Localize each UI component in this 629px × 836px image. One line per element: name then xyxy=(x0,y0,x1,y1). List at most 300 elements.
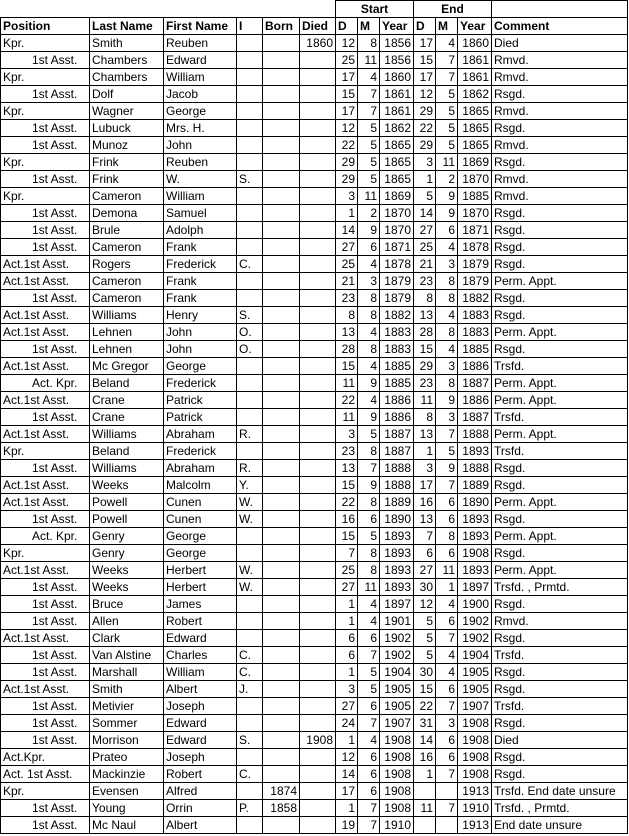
end-day-cell: 1 xyxy=(414,171,436,188)
end-day-cell: 30 xyxy=(414,664,436,681)
end-day-cell: 13 xyxy=(414,307,436,324)
end-month-cell: 9 xyxy=(436,460,458,477)
start-year-cell: 1856 xyxy=(380,52,414,69)
position-cell: Act.1st Asst. xyxy=(1,358,90,375)
initial-cell xyxy=(237,596,263,613)
column-header-row xyxy=(1,18,628,35)
end-year-cell: 1893 xyxy=(458,443,492,460)
start-day-cell: 14 xyxy=(336,766,358,783)
born-cell xyxy=(263,86,300,103)
end-day-cell: 13 xyxy=(414,511,436,528)
end-year-cell: 1888 xyxy=(458,426,492,443)
end-month-cell: 5 xyxy=(436,120,458,137)
initial-cell xyxy=(237,613,263,630)
start-group-header: Start xyxy=(336,1,414,18)
end-year-cell: 1869 xyxy=(458,154,492,171)
first-name-cell: George xyxy=(164,528,237,545)
start-year-cell: 1902 xyxy=(380,630,414,647)
initial-cell xyxy=(237,749,263,766)
last-name-cell: Chambers xyxy=(90,52,164,69)
start-month-cell: 7 xyxy=(358,715,380,732)
position-cell: 1st Asst. xyxy=(1,732,90,749)
end-month-cell: 11 xyxy=(436,562,458,579)
end-day-cell: 15 xyxy=(414,681,436,698)
comment-cell: Trsfd. xyxy=(492,358,628,375)
table-row xyxy=(1,477,628,494)
start-year-cell: 1908 xyxy=(380,749,414,766)
end-day-cell: 11 xyxy=(414,392,436,409)
first-name-cell: William xyxy=(164,69,237,86)
start-year-cell: 1888 xyxy=(380,460,414,477)
position-cell: Kpr. xyxy=(1,69,90,86)
end-month-cell: 7 xyxy=(436,52,458,69)
initial-cell: J. xyxy=(237,681,263,698)
end-month-cell: 6 xyxy=(436,681,458,698)
end-month-cell: 6 xyxy=(436,494,458,511)
first-name-cell: W. xyxy=(164,171,237,188)
start-month-cell: 5 xyxy=(358,681,380,698)
initial-cell xyxy=(237,52,263,69)
start-month-cell: 6 xyxy=(358,511,380,528)
start-month-cell: 4 xyxy=(358,358,380,375)
end-year-cell: 1902 xyxy=(458,630,492,647)
comment-cell: Perm. Appt. xyxy=(492,494,628,511)
comment-cell: Rsgd. xyxy=(492,749,628,766)
born-cell xyxy=(263,290,300,307)
born-cell xyxy=(263,477,300,494)
end-year-cell: 1886 xyxy=(458,358,492,375)
end-year-cell: 1897 xyxy=(458,579,492,596)
start-day-cell: 29 xyxy=(336,171,358,188)
comment-cell: Trsfd. xyxy=(492,409,628,426)
initial-cell xyxy=(237,35,263,52)
first-name-cell: Abraham xyxy=(164,426,237,443)
initial-cell xyxy=(237,290,263,307)
last-name-cell: Smith xyxy=(90,35,164,52)
table-row xyxy=(1,69,628,86)
end-day-cell: 23 xyxy=(414,273,436,290)
table-row xyxy=(1,494,628,511)
last-name-cell: Powell xyxy=(90,494,164,511)
comment-cell: Rsgd. xyxy=(492,341,628,358)
start-month-cell: 5 xyxy=(358,426,380,443)
start-month-cell: 9 xyxy=(358,375,380,392)
comment-cell: Rsgd. xyxy=(492,766,628,783)
position-cell: Act.1st Asst. xyxy=(1,426,90,443)
start-day-cell: 22 xyxy=(336,137,358,154)
comment-cell: Trsfd. xyxy=(492,647,628,664)
start-month-cell: 4 xyxy=(358,256,380,273)
last-name-cell: Allen xyxy=(90,613,164,630)
initial-cell: S. xyxy=(237,171,263,188)
last-name-cell: Cameron xyxy=(90,273,164,290)
born-cell xyxy=(263,239,300,256)
table-row xyxy=(1,205,628,222)
last-name-cell: Brule xyxy=(90,222,164,239)
start-day-cell: 15 xyxy=(336,477,358,494)
start-year-column-header: Year xyxy=(380,18,414,35)
start-month-cell: 7 xyxy=(358,647,380,664)
start-month-cell: 6 xyxy=(358,766,380,783)
end-month-cell: 4 xyxy=(436,307,458,324)
last-name-cell: Genry xyxy=(90,545,164,562)
start-day-cell: 1 xyxy=(336,596,358,613)
start-year-cell: 1860 xyxy=(380,69,414,86)
end-year-cell: 1885 xyxy=(458,188,492,205)
start-year-cell: 1893 xyxy=(380,528,414,545)
table-body xyxy=(1,35,628,834)
born-cell xyxy=(263,35,300,52)
start-day-cell: 25 xyxy=(336,562,358,579)
end-day-cell: 17 xyxy=(414,477,436,494)
start-month-cell: 5 xyxy=(358,528,380,545)
last-name-cell: Beland xyxy=(90,375,164,392)
born-cell xyxy=(263,188,300,205)
end-month-cell: 8 xyxy=(436,324,458,341)
start-day-cell: 17 xyxy=(336,783,358,800)
table-row xyxy=(1,545,628,562)
position-cell: 1st Asst. xyxy=(1,817,90,834)
comment-cell: Rsgd. xyxy=(492,205,628,222)
died-cell xyxy=(300,817,336,834)
position-cell: 1st Asst. xyxy=(1,86,90,103)
born-cell: 1858 xyxy=(263,800,300,817)
initial-cell xyxy=(237,86,263,103)
start-day-cell: 3 xyxy=(336,188,358,205)
start-year-cell: 1882 xyxy=(380,307,414,324)
end-month-cell: 7 xyxy=(436,477,458,494)
table-row xyxy=(1,528,628,545)
start-month-cell: 7 xyxy=(358,86,380,103)
position-cell: Kpr. xyxy=(1,443,90,460)
end-month-cell: 7 xyxy=(436,630,458,647)
comment-cell: Perm. Appt. xyxy=(492,392,628,409)
comment-cell: Rmvd. xyxy=(492,52,628,69)
first-name-cell: Herbert xyxy=(164,579,237,596)
last-name-cell: Wagner xyxy=(90,103,164,120)
start-day-cell: 16 xyxy=(336,511,358,528)
comment-cell: Rsgd. xyxy=(492,222,628,239)
born-column-header: Born xyxy=(263,18,300,35)
comment-cell: Perm. Appt. xyxy=(492,375,628,392)
end-year-cell: 1908 xyxy=(458,766,492,783)
initial-cell: O. xyxy=(237,341,263,358)
position-cell: Act.1st Asst. xyxy=(1,681,90,698)
first-name-cell: Edward xyxy=(164,715,237,732)
start-day-cell: 6 xyxy=(336,647,358,664)
start-day-cell: 11 xyxy=(336,375,358,392)
died-cell xyxy=(300,103,336,120)
position-cell: Kpr. xyxy=(1,35,90,52)
start-year-cell: 1893 xyxy=(380,545,414,562)
start-day-cell: 23 xyxy=(336,290,358,307)
comment-cell: Rsgd. xyxy=(492,290,628,307)
born-cell xyxy=(263,324,300,341)
initial-cell xyxy=(237,239,263,256)
end-month-cell: 8 xyxy=(436,375,458,392)
end-month-cell: 9 xyxy=(436,188,458,205)
start-month-cell: 7 xyxy=(358,460,380,477)
end-month-cell: 1 xyxy=(436,579,458,596)
table-row xyxy=(1,443,628,460)
end-day-cell: 16 xyxy=(414,494,436,511)
end-month-cell: 7 xyxy=(436,698,458,715)
first-name-cell: Henry xyxy=(164,307,237,324)
start-month-cell: 8 xyxy=(358,341,380,358)
comment-cell: Trsfd. xyxy=(492,698,628,715)
position-cell: 1st Asst. xyxy=(1,579,90,596)
end-month-cell: 7 xyxy=(436,766,458,783)
end-year-cell: 1861 xyxy=(458,52,492,69)
table-row xyxy=(1,749,628,766)
end-year-cell: 1913 xyxy=(458,783,492,800)
start-year-cell: 1885 xyxy=(380,375,414,392)
last-name-cell: Lehnen xyxy=(90,324,164,341)
born-cell xyxy=(263,681,300,698)
end-month-column-header: M xyxy=(436,18,458,35)
initial-cell: W. xyxy=(237,579,263,596)
end-year-cell: 1890 xyxy=(458,494,492,511)
position-cell: Act.1st Asst. xyxy=(1,273,90,290)
end-day-cell: 5 xyxy=(414,647,436,664)
start-year-cell: 1901 xyxy=(380,613,414,630)
end-month-cell: 2 xyxy=(436,171,458,188)
died-cell xyxy=(300,409,336,426)
initial-cell: W. xyxy=(237,511,263,528)
comment-cell: Rsgd. xyxy=(492,86,628,103)
comment-cell: Rmvd. xyxy=(492,188,628,205)
died-cell xyxy=(300,239,336,256)
died-cell xyxy=(300,52,336,69)
last-name-cell: Prateo xyxy=(90,749,164,766)
died-cell xyxy=(300,562,336,579)
died-cell xyxy=(300,596,336,613)
end-month-cell: 4 xyxy=(436,239,458,256)
died-cell xyxy=(300,511,336,528)
start-year-cell: 1865 xyxy=(380,137,414,154)
table-row xyxy=(1,562,628,579)
start-day-cell: 28 xyxy=(336,341,358,358)
table-row xyxy=(1,800,628,817)
position-cell: Act.1st Asst. xyxy=(1,494,90,511)
first-name-cell: George xyxy=(164,358,237,375)
born-cell xyxy=(263,443,300,460)
initial-cell xyxy=(237,103,263,120)
comment-cell: Rmvd. xyxy=(492,613,628,630)
last-name-cell: Young xyxy=(90,800,164,817)
born-cell xyxy=(263,103,300,120)
start-year-cell: 1871 xyxy=(380,239,414,256)
first-name-cell: Jacob xyxy=(164,86,237,103)
died-cell xyxy=(300,358,336,375)
table-row xyxy=(1,222,628,239)
position-column-header: Position xyxy=(1,18,90,35)
first-name-cell: John xyxy=(164,341,237,358)
end-month-cell: 6 xyxy=(436,222,458,239)
died-cell xyxy=(300,120,336,137)
born-cell xyxy=(263,273,300,290)
born-cell xyxy=(263,630,300,647)
first-name-cell: William xyxy=(164,188,237,205)
start-year-cell: 1908 xyxy=(380,732,414,749)
table-row xyxy=(1,256,628,273)
table-header xyxy=(1,1,628,35)
first-name-cell: Robert xyxy=(164,766,237,783)
end-month-cell: 4 xyxy=(436,35,458,52)
born-cell xyxy=(263,171,300,188)
comment-cell: Perm. Appt. xyxy=(492,528,628,545)
first-name-cell: Orrin xyxy=(164,800,237,817)
position-cell: 1st Asst. xyxy=(1,664,90,681)
first-name-cell: Albert xyxy=(164,817,237,834)
table-row xyxy=(1,392,628,409)
start-day-cell: 27 xyxy=(336,698,358,715)
position-cell: Act.Kpr. xyxy=(1,749,90,766)
end-year-cell: 1913 xyxy=(458,817,492,834)
end-day-cell: 17 xyxy=(414,69,436,86)
table-row xyxy=(1,52,628,69)
position-cell: Kpr. xyxy=(1,154,90,171)
comment-cell: Rsgd. xyxy=(492,681,628,698)
start-year-cell: 1890 xyxy=(380,511,414,528)
end-day-cell: 16 xyxy=(414,749,436,766)
start-year-cell: 1879 xyxy=(380,273,414,290)
start-month-cell: 9 xyxy=(358,222,380,239)
start-month-cell: 8 xyxy=(358,443,380,460)
died-cell xyxy=(300,154,336,171)
position-cell: Act.1st Asst. xyxy=(1,324,90,341)
first-name-cell: Frank xyxy=(164,239,237,256)
comment-cell: End date unsure xyxy=(492,817,628,834)
start-year-cell: 1885 xyxy=(380,358,414,375)
table-row xyxy=(1,732,628,749)
born-cell xyxy=(263,698,300,715)
last-name-cell: Weeks xyxy=(90,579,164,596)
comment-cell: Rsgd. xyxy=(492,307,628,324)
last-name-cell: Crane xyxy=(90,409,164,426)
last-name-cell: Cameron xyxy=(90,239,164,256)
end-year-cell: 1865 xyxy=(458,103,492,120)
first-name-cell: Cunen xyxy=(164,511,237,528)
last-name-cell: Dolf xyxy=(90,86,164,103)
last-name-cell: Mackinzie xyxy=(90,766,164,783)
end-day-cell: 14 xyxy=(414,732,436,749)
start-month-cell: 6 xyxy=(358,698,380,715)
born-cell xyxy=(263,392,300,409)
last-name-cell: Munoz xyxy=(90,137,164,154)
start-year-cell: 1869 xyxy=(380,188,414,205)
table-row xyxy=(1,613,628,630)
start-day-cell: 1 xyxy=(336,800,358,817)
last-name-cell: Cameron xyxy=(90,188,164,205)
end-month-cell: 4 xyxy=(436,664,458,681)
end-year-column-header: Year xyxy=(458,18,492,35)
comment-cell: Rsgd. xyxy=(492,715,628,732)
initial-column-header: I xyxy=(237,18,263,35)
born-cell xyxy=(263,205,300,222)
end-day-cell: 29 xyxy=(414,103,436,120)
first-name-cell: George xyxy=(164,545,237,562)
table-row xyxy=(1,664,628,681)
end-year-cell: 1860 xyxy=(458,35,492,52)
position-cell: 1st Asst. xyxy=(1,290,90,307)
end-day-cell: 6 xyxy=(414,545,436,562)
first-name-cell: Samuel xyxy=(164,205,237,222)
born-cell xyxy=(263,749,300,766)
end-day-cell: 23 xyxy=(414,375,436,392)
start-month-cell: 11 xyxy=(358,579,380,596)
start-year-cell: 1904 xyxy=(380,664,414,681)
start-month-cell: 7 xyxy=(358,103,380,120)
last-name-cell: Clark xyxy=(90,630,164,647)
end-month-cell: 8 xyxy=(436,273,458,290)
end-month-cell: 9 xyxy=(436,392,458,409)
end-day-cell: 5 xyxy=(414,613,436,630)
died-cell xyxy=(300,69,336,86)
start-month-cell: 4 xyxy=(358,596,380,613)
start-year-cell: 1886 xyxy=(380,392,414,409)
start-month-cell: 6 xyxy=(358,630,380,647)
end-day-cell: 17 xyxy=(414,35,436,52)
comment-cell: Trsfd. End date unsure xyxy=(492,783,628,800)
end-day-cell: 14 xyxy=(414,205,436,222)
first-name-cell: Edward xyxy=(164,52,237,69)
born-cell xyxy=(263,494,300,511)
start-year-cell: 1861 xyxy=(380,103,414,120)
comment-cell: Rsgd. xyxy=(492,460,628,477)
position-cell: 1st Asst. xyxy=(1,52,90,69)
died-cell xyxy=(300,324,336,341)
born-cell: 1874 xyxy=(263,783,300,800)
last-name-cell: Marshall xyxy=(90,664,164,681)
died-cell xyxy=(300,375,336,392)
comment-cell: Perm. Appt. xyxy=(492,324,628,341)
died-cell xyxy=(300,341,336,358)
end-day-cell: 21 xyxy=(414,256,436,273)
initial-cell xyxy=(237,120,263,137)
initial-cell xyxy=(237,358,263,375)
start-day-cell: 25 xyxy=(336,52,358,69)
first-name-cell: Albert xyxy=(164,681,237,698)
initial-cell: C. xyxy=(237,647,263,664)
table-row xyxy=(1,375,628,392)
last-name-cell: Beland xyxy=(90,443,164,460)
start-month-cell: 4 xyxy=(358,613,380,630)
position-cell: Act.1st Asst. xyxy=(1,307,90,324)
end-year-cell: 1885 xyxy=(458,341,492,358)
position-cell: 1st Asst. xyxy=(1,137,90,154)
born-cell xyxy=(263,426,300,443)
born-cell xyxy=(263,715,300,732)
start-year-cell: 1856 xyxy=(380,35,414,52)
end-year-cell: 1908 xyxy=(458,749,492,766)
first-name-cell: Joseph xyxy=(164,698,237,715)
start-month-cell: 5 xyxy=(358,120,380,137)
table-row xyxy=(1,817,628,834)
end-day-cell: 5 xyxy=(414,188,436,205)
end-day-cell: 11 xyxy=(414,800,436,817)
end-year-cell: 1904 xyxy=(458,647,492,664)
position-cell: Act. 1st Asst. xyxy=(1,766,90,783)
first-name-cell: John xyxy=(164,137,237,154)
start-year-cell: 1905 xyxy=(380,681,414,698)
first-name-cell: James xyxy=(164,596,237,613)
start-day-cell: 15 xyxy=(336,528,358,545)
start-year-cell: 1886 xyxy=(380,409,414,426)
end-year-cell: 1883 xyxy=(458,307,492,324)
start-month-cell: 8 xyxy=(358,35,380,52)
table-row xyxy=(1,426,628,443)
